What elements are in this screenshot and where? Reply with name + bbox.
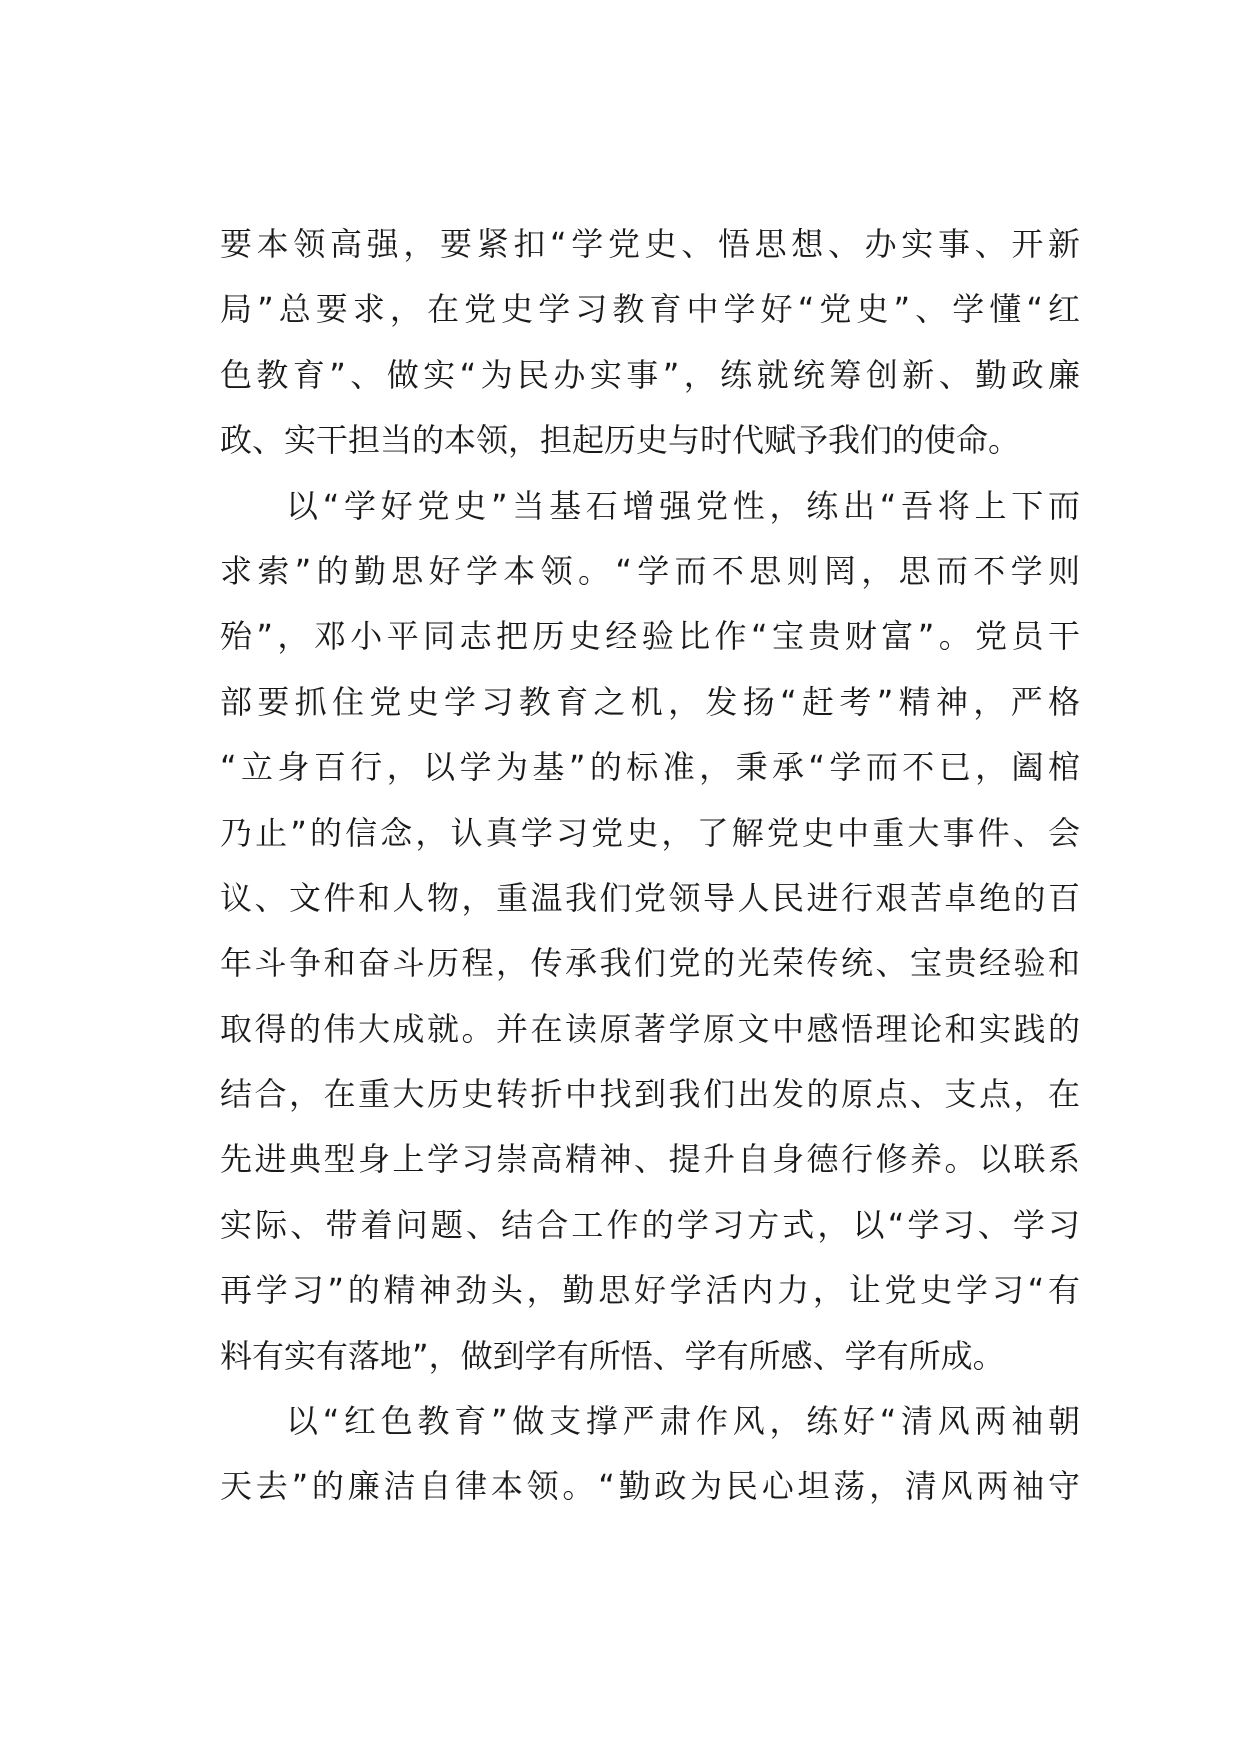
text-line: 以“红色教育”做支撑严肃作风，练好“清风两袖朝	[286, 1402, 1080, 1441]
text-line: 乃止”的信念，认真学习党史，了解党史中重大事件、会	[220, 813, 1080, 852]
text-line: 先进典型身上学习崇高精神、提升自身德行修养。以联系	[220, 1140, 1080, 1179]
text-line: “立身百行，以学为基”的标准，秉承“学而不已，阖棺	[220, 748, 1080, 787]
text-line: 殆”，邓小平同志把历史经验比作“宝贵财富”。党员干	[220, 617, 1080, 656]
text-line: 议、文件和人物，重温我们党领导人民进行艰苦卓绝的百	[220, 878, 1080, 917]
text-line: 料有实有落地”，做到学有所悟、学有所感、学有所成。	[220, 1336, 1005, 1375]
text-line: 再学习”的精神劲头，勤思好学活内力，让党史学习“有	[220, 1271, 1080, 1310]
text-line: 以“学好党史”当基石增强党性，练出“吾将上下而	[286, 486, 1080, 525]
body-text	[220, 212, 1080, 1520]
text-line: 政、实干担当的本领，担起历史与时代赋予我们的使命。	[220, 421, 1021, 460]
text-line: 实际、带着问题、结合工作的学习方式，以“学习、学习	[220, 1205, 1080, 1244]
text-line: 求索”的勤思好学本领。“学而不思则罔，思而不学则	[220, 551, 1080, 590]
text-line: 色教育”、做实“为民办实事”，练就统筹创新、勤政廉	[220, 355, 1080, 394]
text-line: 结合，在重大历史转折中找到我们出发的原点、支点，在	[220, 1075, 1080, 1114]
text-line: 要本领高强，要紧扣“学党史、悟思想、办实事、开新	[220, 225, 1080, 263]
text-line: 部要抓住党史学习教育之机，发扬“赶考”精神，严格	[220, 682, 1080, 721]
text-line: 年斗争和奋斗历程，传承我们党的光荣传统、宝贵经验和	[220, 944, 1080, 983]
text-line: 天去”的廉洁自律本领。“勤政为民心坦荡，清风两袖守	[220, 1467, 1080, 1506]
text-line: 局”总要求，在党史学习教育中学好“党史”、学懂“红	[220, 290, 1080, 329]
text-line: 取得的伟大成就。并在读原著学原文中感悟理论和实践的	[220, 1009, 1080, 1048]
